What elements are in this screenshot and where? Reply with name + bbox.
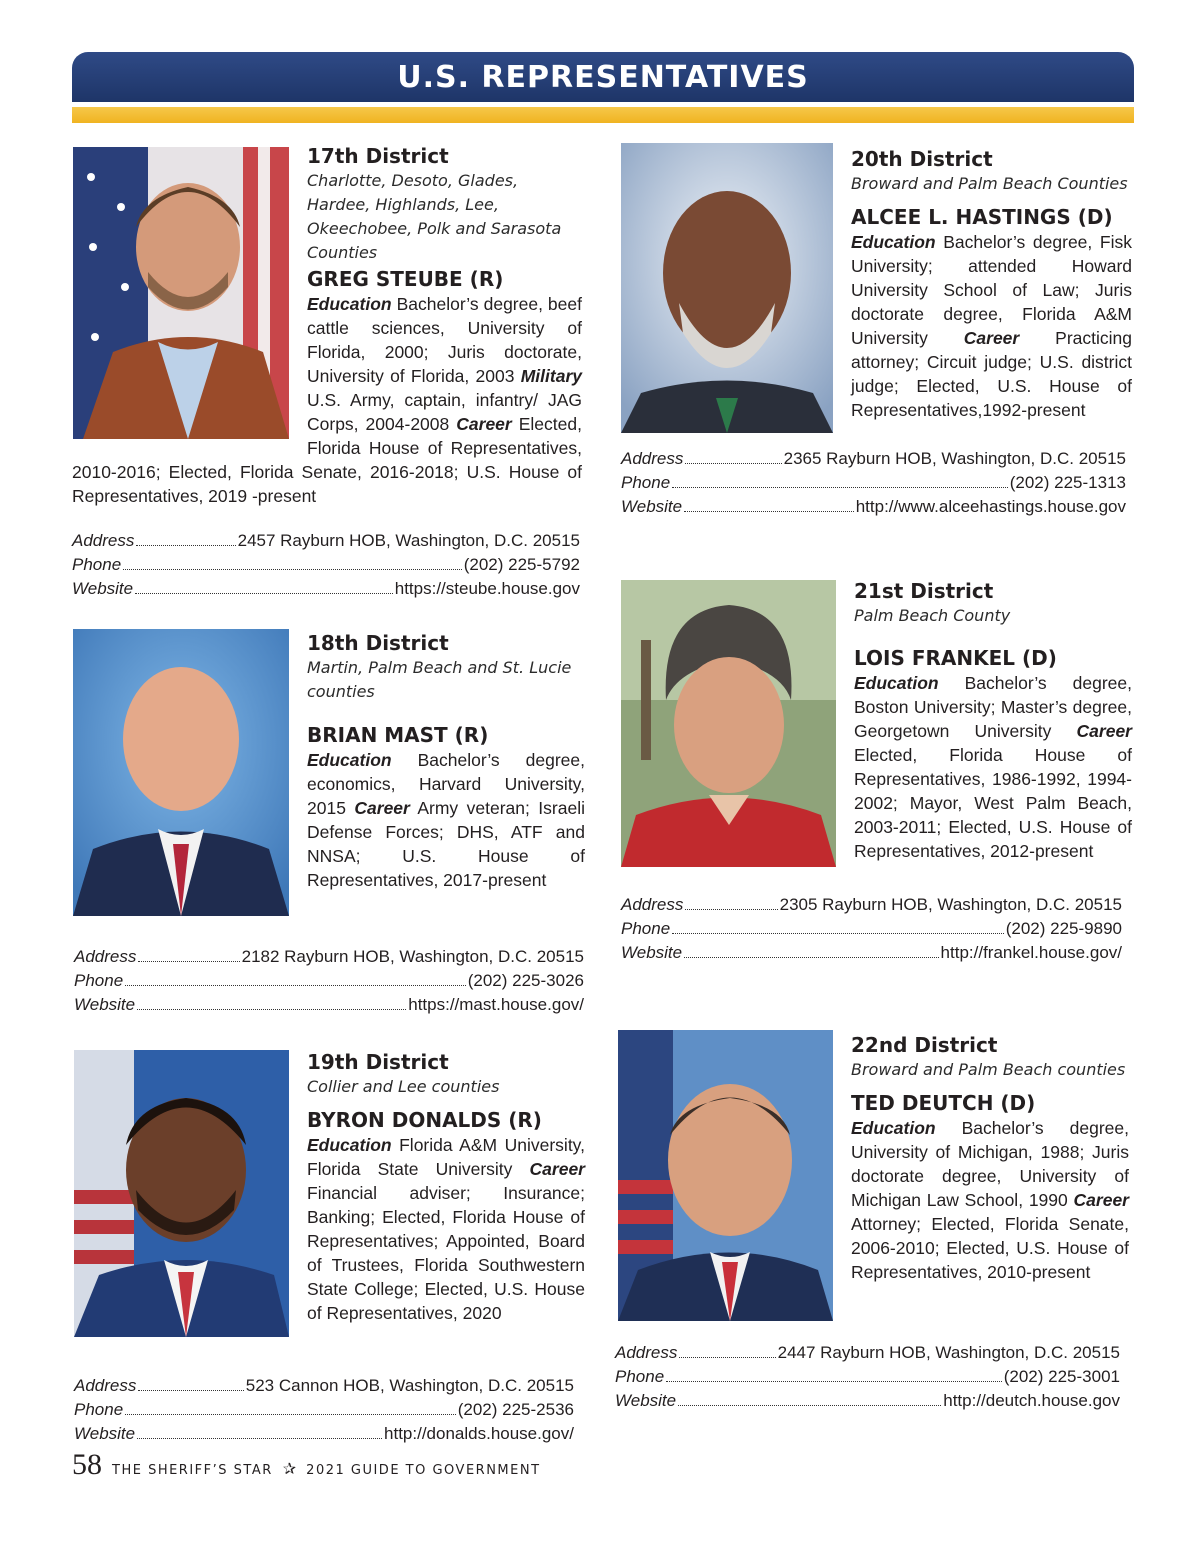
address-row (615, 1341, 1120, 1365)
bio-text-run: Financial adviser; Insurance; Banking; Elected, Florida House of Representatives; Appointed, Board of Trustees, Florida Southwestern State College; Elected, U.S. House of Representatives, 2020 (307, 1183, 585, 1323)
bio-text (854, 673, 1132, 861)
rep-name: BRIAN MAST (R) (307, 723, 489, 747)
phone-row (621, 917, 1122, 941)
rep-name: TED DEUTCH (D) (851, 1091, 1036, 1115)
bio-keyword: Career (963, 328, 1020, 348)
page-title: U.S. REPRESENTATIVES (397, 59, 809, 95)
rep-photo-mast (73, 629, 289, 916)
bio-keyword: Education (307, 1135, 392, 1155)
rep-name: ALCEE L. HASTINGS (D) (851, 205, 1113, 229)
website-link[interactable]: http://www.alceehastings.house.gov (855, 497, 1126, 516)
phone-label: Phone (615, 1367, 665, 1386)
rep-bio (851, 230, 1132, 422)
phone-value: (202) 225-3001 (1003, 1367, 1120, 1386)
leader-dots (672, 487, 1008, 488)
bio-text-run: Bachelor’s degree, economics, Harvard University, 2015 (307, 750, 585, 818)
address-row (72, 529, 580, 553)
contact-block-hastings (621, 447, 1126, 519)
leader-dots (137, 1009, 406, 1010)
rep-info-donalds (307, 1049, 585, 1325)
bio-keyword: Military (520, 366, 582, 386)
bio-keyword: Education (854, 673, 939, 693)
contact-block-steube (72, 529, 580, 601)
bio-text-run: Practicing attorney; Circuit judge; U.S. district judge; Elected, U.S. House of Representatives,1992-present (851, 328, 1133, 420)
rep-photo-donalds (74, 1050, 289, 1337)
phone-label: Phone (621, 919, 671, 938)
guide-title: 2021 GUIDE TO GOVERNMENT (306, 1463, 541, 1478)
address-label: Address (74, 947, 137, 966)
leader-dots (685, 909, 777, 910)
bio-text-run: Elected, Florida House of Representatives, 2010-2016; Elected, Florida Senate, 2016-2018; U.S. House of Representatives, 2019 -present (72, 414, 582, 506)
website-link[interactable]: https://steube.house.gov (394, 579, 580, 598)
bio-text-run: U.S. Army, captain, infantry/ JAG Corps, 2004-2008 (307, 390, 582, 434)
bio-text-run: Bachelor’s degree, Boston University; Master’s degree, Georgetown University (854, 673, 1132, 741)
rep-name: LOIS FRANKEL (D) (854, 646, 1057, 670)
contact-block-mast (74, 945, 584, 1017)
bio-text (851, 232, 1132, 420)
counties-text: Broward and Palm Beach counties (851, 1060, 1126, 1079)
address-value: 2365 Rayburn HOB, Washington, D.C. 20515 (783, 449, 1126, 468)
phone-value: (202) 225-9890 (1005, 919, 1122, 938)
website-label: Website (74, 995, 136, 1014)
address-label: Address (621, 895, 684, 914)
address-label: Address (74, 1376, 137, 1395)
bio-keyword: Education (851, 232, 936, 252)
page-number: 58 (72, 1448, 102, 1481)
website-label: Website (621, 943, 683, 962)
phone-row (74, 969, 584, 993)
leader-dots (679, 1357, 775, 1358)
bio-text-run: Army veteran; Israeli Defense Forces; DHS, ATF and NNSA; U.S. House of Representatives, 2017-present (307, 798, 585, 890)
website-label: Website (72, 579, 134, 598)
address-value: 2305 Rayburn HOB, Washington, D.C. 20515 (779, 895, 1122, 914)
address-label: Address (72, 531, 135, 550)
leader-dots (666, 1381, 1002, 1382)
website-link[interactable]: https://mast.house.gov/ (408, 995, 584, 1014)
leader-dots (678, 1405, 941, 1406)
rep-name: GREG STEUBE (R) (307, 267, 504, 291)
phone-label: Phone (74, 971, 124, 990)
phone-label: Phone (621, 473, 671, 492)
bio-keyword: Education (307, 750, 392, 770)
bio-keyword: Education (851, 1118, 936, 1138)
photo-wrap-spacer (72, 292, 307, 460)
rep-name-block-steube (307, 266, 582, 292)
rep-info-frankel (854, 578, 1132, 863)
address-label: Address (621, 449, 684, 468)
phone-row (74, 1398, 574, 1422)
leader-dots (135, 593, 393, 594)
leader-dots (125, 1414, 456, 1415)
leader-dots (125, 985, 466, 986)
counties-text: Martin, Palm Beach and St. Lucie counties (307, 658, 572, 701)
leader-dots (684, 957, 938, 958)
publication-name: THE SHERIFF’S STAR (112, 1463, 273, 1478)
rep-bio (307, 748, 585, 892)
star-icon: ✰ (282, 1461, 297, 1478)
leader-dots (684, 511, 854, 512)
contact-block-deutch (615, 1341, 1120, 1413)
page-header-banner (72, 52, 1134, 102)
bio-keyword: Career (456, 414, 512, 434)
district-label: 17th District (307, 144, 449, 168)
bio-text-run: Attorney; Elected, Florida Senate, 2006-2010; Elected, U.S. House of Representatives, 2010-present (851, 1214, 1129, 1282)
bio-text-run: Elected, Florida House of Representatives, 1986-1992, 1994-2002; Mayor, West Palm Beach, 2003-2011; Elected, U.S. House of Representatives, 2012-present (854, 745, 1132, 861)
rep-bio (72, 292, 582, 508)
rep-info-deutch (851, 1032, 1129, 1284)
website-row (74, 1422, 574, 1446)
rep-photo-frankel (621, 580, 836, 867)
phone-value: (202) 225-5792 (463, 555, 580, 574)
rep-info-steube (307, 143, 582, 265)
district-label: 21st District (854, 579, 994, 603)
contact-block-frankel (621, 893, 1122, 965)
address-value: 2182 Rayburn HOB, Washington, D.C. 20515 (241, 947, 584, 966)
website-link[interactable]: http://donalds.house.gov/ (384, 1424, 574, 1443)
phone-row (72, 553, 580, 577)
website-link[interactable]: http://frankel.house.gov/ (940, 943, 1122, 962)
contact-block-donalds (74, 1374, 574, 1446)
rep-photo-deutch (618, 1030, 833, 1321)
bio-text (307, 750, 585, 890)
leader-dots (138, 961, 239, 962)
bio-keyword: Career (1073, 1190, 1129, 1210)
bio-text-run: Bachelor’s degree, beef cattle sciences, University of Florida, 2000; Juris doctorate, University of Florida, 2003 (307, 294, 582, 386)
leader-dots (685, 463, 781, 464)
address-row (621, 893, 1122, 917)
website-row (621, 495, 1126, 519)
website-row (621, 941, 1122, 965)
leader-dots (137, 1438, 382, 1439)
phone-row (615, 1365, 1120, 1389)
page-footer (72, 1448, 541, 1482)
address-value: 2457 Rayburn HOB, Washington, D.C. 20515 (237, 531, 580, 550)
leader-dots (136, 545, 235, 546)
leader-dots (123, 569, 462, 570)
phone-value: (202) 225-3026 (467, 971, 584, 990)
bio-text (307, 1135, 585, 1323)
counties-text: Collier and Lee counties (307, 1077, 500, 1096)
phone-row (621, 471, 1126, 495)
address-value: 2447 Rayburn HOB, Washington, D.C. 20515 (777, 1343, 1120, 1362)
rep-bio (851, 1116, 1129, 1284)
rep-info-mast (307, 630, 585, 892)
counties-text: Charlotte, Desoto, Glades, Hardee, Highlands, Lee, Okeechobee, Polk and Sarasota Counties (307, 171, 562, 262)
address-row (621, 447, 1126, 471)
phone-label: Phone (72, 555, 122, 574)
counties-text: Broward and Palm Beach Counties (851, 174, 1128, 193)
district-label: 18th District (307, 631, 449, 655)
bio-keyword: Career (529, 1159, 585, 1179)
bio-keyword: Career (1076, 721, 1132, 741)
counties-text: Palm Beach County (854, 606, 1011, 625)
bio-text (851, 1118, 1129, 1282)
bio-text-run: Bachelor’s degree, University of Michigan, 1988; Juris doctorate degree, University of Michigan Law School, 1990 (851, 1118, 1129, 1210)
website-row (72, 577, 580, 601)
address-row (74, 945, 584, 969)
address-value: 523 Cannon HOB, Washington, D.C. 20515 (245, 1376, 574, 1395)
rep-info-hastings (851, 146, 1132, 422)
address-row (74, 1374, 574, 1398)
bio-keyword: Education (307, 294, 392, 314)
leader-dots (138, 1390, 243, 1391)
rep-photo-hastings (621, 143, 833, 433)
header-gold-stripe (72, 107, 1134, 123)
website-label: Website (74, 1424, 136, 1443)
phone-label: Phone (74, 1400, 124, 1419)
district-label: 20th District (851, 147, 993, 171)
website-row (615, 1389, 1120, 1413)
address-label: Address (615, 1343, 678, 1362)
website-label: Website (615, 1391, 677, 1410)
bio-text-run: Bachelor’s degree, Fisk University; attended Howard University School of Law; Juris doctorate degree, Florida A&M University (851, 232, 1132, 348)
website-link[interactable]: http://deutch.house.gov (943, 1391, 1120, 1410)
website-label: Website (621, 497, 683, 516)
rep-bio (307, 1133, 585, 1325)
district-label: 19th District (307, 1050, 449, 1074)
phone-value: (202) 225-2536 (457, 1400, 574, 1419)
bio-text-run: Florida A&M University, Florida State University (307, 1135, 585, 1179)
leader-dots (672, 933, 1004, 934)
bio-keyword: Career (354, 798, 410, 818)
website-row (74, 993, 584, 1017)
rep-bio (854, 671, 1132, 863)
phone-value: (202) 225-1313 (1009, 473, 1126, 492)
district-label: 22nd District (851, 1033, 998, 1057)
rep-name: BYRON DONALDS (R) (307, 1108, 542, 1132)
